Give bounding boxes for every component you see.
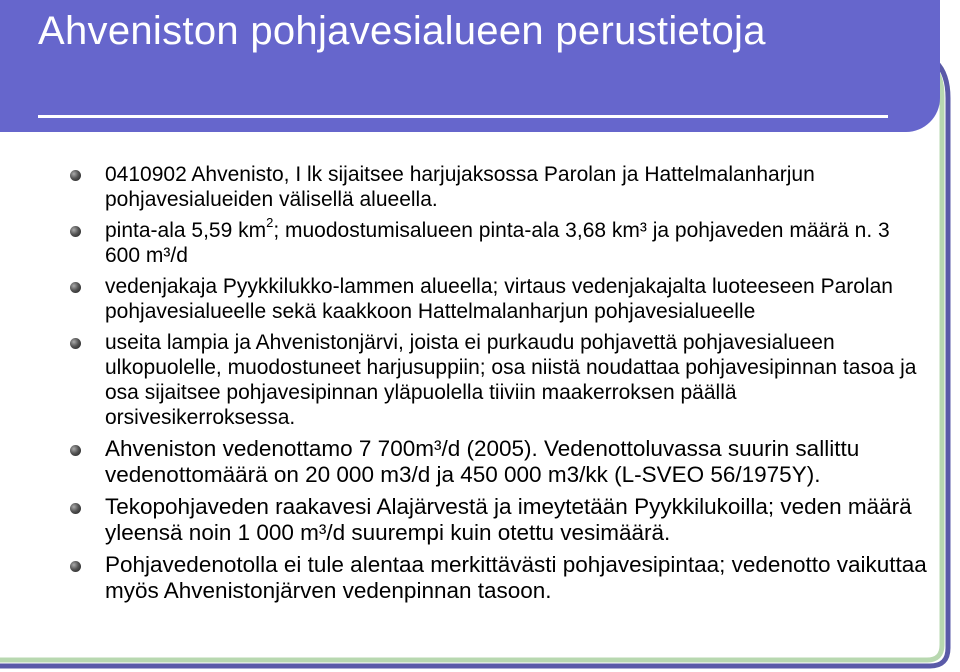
bullet-icon (70, 445, 81, 456)
bullet-text-part: ; muodostumisalueen pinta-ala 3,68 km³ ja pohjaveden määrä n. 3 600 m³/d (105, 219, 890, 267)
title-underline (38, 115, 888, 118)
bullet-text: vedenjakaja Pyykkilukko-lammen alueella; virtaus vedenjakajalta luoteeseen Parolan pohjavesialueelle sekä kaakkoon Hattelmalanharjun pohjavesialueelle (105, 275, 893, 323)
bullet-icon (70, 170, 81, 181)
bullet-text: Ahveniston vedenottamo 7 700m³/d (2005). Vedenottoluvassa suurin sallittu vedenottomäärä on 20 000 m3/d ja 450 000 m3/kk (L-SVEO 56/1975Y). (105, 436, 860, 487)
bullet-text: Tekopohjaveden raakavesi Alajärvestä ja imeytetään Pyykkilukoilla; veden määrä yleensä noin 1 000 m³/d suurempi kuin otettu vesimäärä. (105, 494, 912, 545)
bullet-icon (70, 226, 81, 237)
bullet-text: Pohjavedenotolla ei tule alentaa merkittävästi pohjavesipintaa; vedenotto vaikuttaa myös Ahvenistonjärven vedenpinnan tasoon. (105, 552, 927, 603)
superscript: 2 (266, 215, 274, 231)
bullet-item (70, 162, 930, 212)
bullet-item (70, 330, 930, 430)
bullet-text: 0410902 Ahvenisto, I lk sijaitsee harjujaksossa Parolan ja Hattelmalanharjun pohjavesialueiden välisellä alueella. (105, 163, 815, 211)
bullet-item (70, 274, 930, 324)
slide-title: Ahveniston pohjavesialueen perustietoja (38, 9, 766, 53)
bullet-icon (70, 503, 81, 514)
bullet-text: useita lampia ja Ahvenistonjärvi, joista ei purkaudu pohjavettä pohjavesialueen ulkopuolelle, muodostuneet harjusuppiin; osa niistä noudattaa pohjavesipinnan tasoa ja osa sijaitsee pohjavesipinnan yläpuolella tiiviin maakerroksen päällä orsivesikerroksessa. (105, 331, 917, 429)
bullet-text-part: pinta-ala 5,59 km (105, 219, 267, 242)
bullet-list (70, 162, 930, 604)
bullet-item (70, 436, 930, 488)
bullet-icon (70, 338, 81, 349)
bullet-item (70, 215, 930, 268)
bullet-item (70, 494, 930, 546)
bullet-icon (70, 561, 81, 572)
bullet-item (70, 552, 930, 604)
bullet-text (105, 215, 930, 268)
bullet-icon (70, 282, 81, 293)
